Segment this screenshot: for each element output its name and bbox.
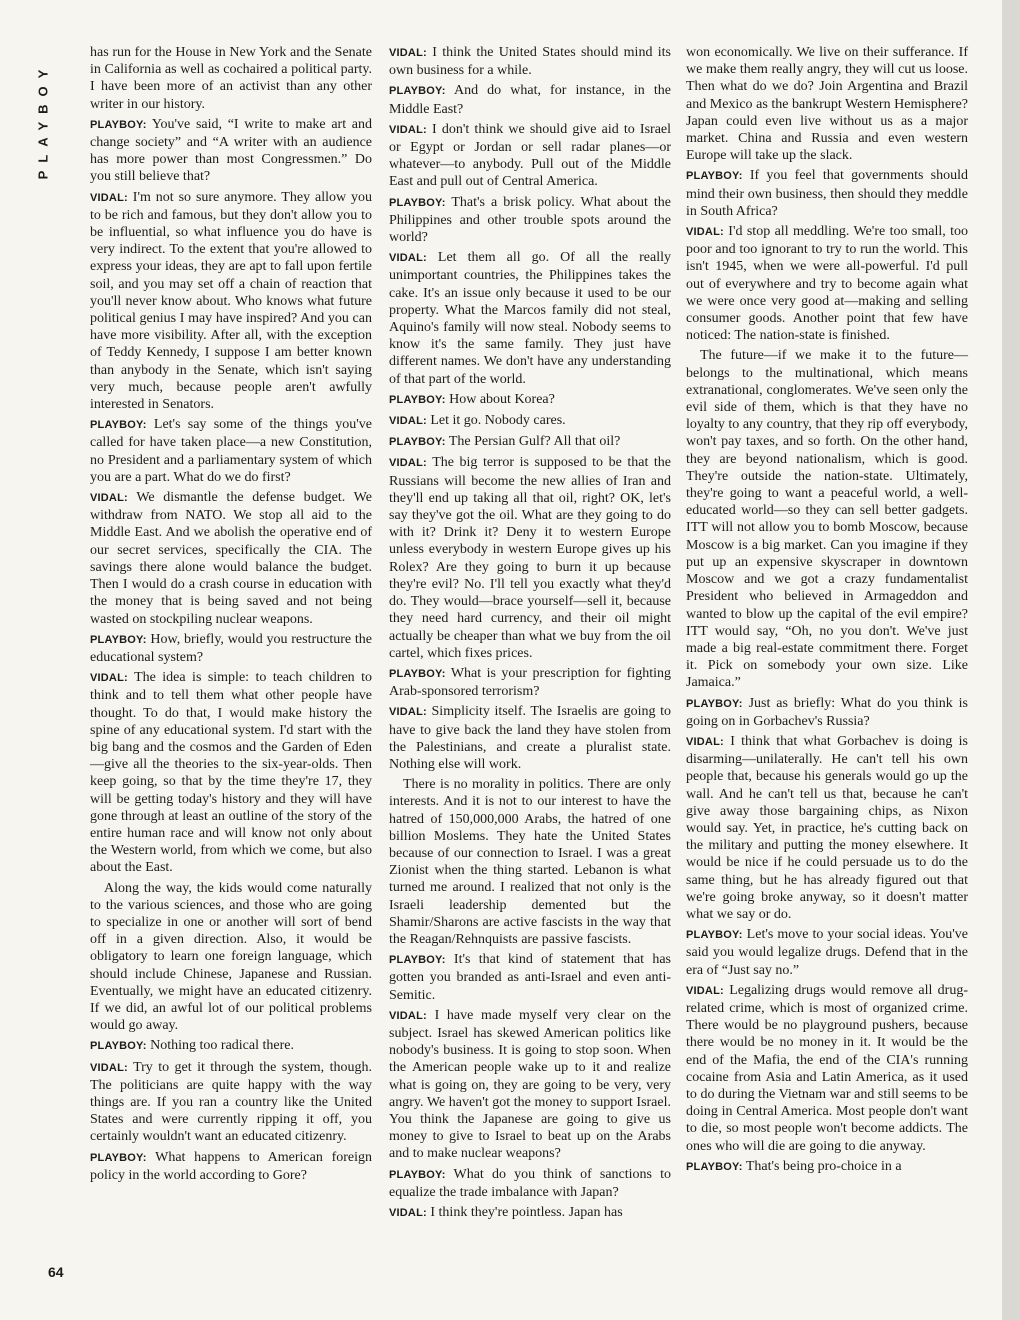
- paragraph-text: Let's move to your social ideas. You've said you would legalize drugs. Defend that in the era of “Just say no.”: [686, 927, 969, 978]
- paragraph: [389, 391, 671, 409]
- paragraph: [686, 347, 968, 691]
- paragraph-text: I think they're pointless. Japan has: [430, 1205, 623, 1220]
- speaker-label: PLAYBOY:: [90, 1151, 147, 1164]
- paragraph: [389, 951, 671, 1004]
- page-number: 64: [48, 1264, 64, 1280]
- speaker-label: PLAYBOY:: [90, 633, 147, 646]
- paragraph-text: There is no morality in politics. There are only interests. And it is not to our interest to have the hatred of 150,000,000 Arabs, the hatred of one billion Moslems. They hate the United States because of our connection to Israel. I was a great Zionist when the thing started. Lebanon is what turned me around. I realized that not only is the Israeli leadership demented but the Shamir/Sharons are active fascists in the way that the Reagan/Rehnquists are passive fascists.: [389, 777, 671, 947]
- speaker-label: VIDAL:: [686, 735, 724, 748]
- speaker-label: VIDAL:: [389, 252, 427, 265]
- paragraph: [90, 631, 372, 666]
- paragraph: [389, 1166, 671, 1201]
- column-2: [389, 44, 671, 1225]
- paragraph: [686, 223, 968, 344]
- masthead-text: PLAYBOY: [35, 61, 51, 179]
- paragraph-text: Let them all go. Of all the really unimportant countries, the Philippines takes the cake. It's an issue only because it used to be our property. What the Marcos family did not steal, Aquino's family will now steal. Nobody seems to know it's the same family. They just have different names. We don't have any understanding of that part of the world.: [389, 250, 671, 387]
- speaker-label: VIDAL:: [389, 457, 427, 470]
- paragraph-text: I think that what Gorbachev is doing is disarming—unilaterally. He can't tell his own people that, because his generals would go up the wall. And he can't tell us that, because he can't give away those bargaining chips, as Nixon would say. Yet, in practice, he's cutting back on the military and putting the money elsewhere. It would be nice if he could persuade us to do the same thing, but he has already figured out that we're going broke anyway, so it doesn't matter what we say or do.: [686, 733, 968, 922]
- speaker-label: PLAYBOY:: [389, 954, 446, 967]
- paragraph-text: Simplicity itself. The Israelis are going to have to give back the land they have stolen from the Palestinians, and create a pluralist state. Nothing else will work.: [389, 704, 671, 772]
- paragraph: [90, 416, 372, 486]
- speaker-label: VIDAL:: [389, 415, 427, 428]
- paragraph-text: Nothing too radical there.: [150, 1038, 294, 1054]
- paragraph-text: If you feel that governments should mind their own business, then should they meddle in South Africa?: [686, 168, 969, 219]
- speaker-label: PLAYBOY:: [389, 85, 446, 98]
- speaker-label: PLAYBOY:: [389, 667, 446, 680]
- speaker-label: VIDAL:: [90, 672, 128, 685]
- paragraph-text: That's a brisk policy. What about the Philippines and other trouble spots around the world?: [389, 194, 672, 246]
- paragraph: [389, 194, 671, 247]
- speaker-label: PLAYBOY:: [686, 697, 743, 710]
- speaker-label: VIDAL:: [686, 984, 724, 997]
- paragraph-text: The big terror is supposed to be that the Russians will become the new allies of Iran and they'll end up taking all that oil, right? OK, let's say they've got the oil. What are they going to do with it? Drink it? Deny it to western Europe unless everybody in western Europe gives up his Rolex? Are they going to burn it up because they're evil? No. I'll tell you exactly what they'd do. They would—brace yourself—sell it, because they need hard currency, and their oil might actually be cheaper than what we buy from the oil cartel, which fixes prices.: [389, 455, 671, 661]
- paragraph: [389, 703, 671, 773]
- paragraph-text: won economically. We live on their sufferance. If we make them really angry, they will cut us loose. Then what do we do? Join Argentina and Brazil and Mexico as the bankrupt Western Hemisphere? Japan could even live without us as a major market. China and Russia and even western Europe will take up the slack.: [686, 45, 968, 164]
- page-edge: [1002, 0, 1020, 1320]
- paragraph-text: The future—if we make it to the future—belongs to the multinational, which means extranational, conglomerates. We've seen only the evil side of them, which is that they have no loyalty to any country, that they rip off everybody, won't pay taxes, and so forth. On the other hand, they are beyond nationalism, which is good. They're outside the nation-state. Ultimately, they're going to want a peaceful world, a well-educated world—so they can sell better gadgets. ITT will not allow you to bomb Moscow, because Moscow is a big market. Can you imagine if they put up an expensive skyscraper in downtown Moscow and we got a crazy fundamentalist President who believed in Armageddon and wanted to blow up the capital of the evil empire? ITT would say, “Oh, no you don't. We've just made a big real-estate commitment there. Forget it. Pick on somebody your own size. Like Jamaica.”: [686, 348, 968, 691]
- paragraph-text: We dismantle the defense budget. We withdraw from NATO. We stop all aid to the Middle East. And we abolish the operative end of our secret services, specifically the CIA. The savings there alone would balance the budget. Then I would do a crash course in education with the money that is being saved and not being wasted on stockpiling nuclear weapons.: [90, 490, 372, 627]
- paragraph: [389, 776, 671, 948]
- paragraph: [389, 82, 671, 117]
- paragraph-text: I have made myself very clear on the subject. Israel has skewed American politics like nobody's business. It is going to stop soon. When the American people wake up to it and realize what is going on, they are going to be very, very angry. We haven't got the money to support Israel. You think the Japanese are going to give us money to give to Israel to beat up on the Arabs and to make nuclear weapons?: [389, 1007, 672, 1162]
- paragraph: [686, 733, 968, 923]
- speaker-label: PLAYBOY:: [389, 436, 446, 449]
- paragraph: [90, 1149, 372, 1184]
- column-1: [90, 44, 372, 1187]
- paragraph: [389, 1204, 671, 1222]
- paragraph: [686, 926, 968, 979]
- paragraph: [90, 880, 372, 1035]
- paragraph: [686, 167, 968, 220]
- speaker-label: VIDAL:: [90, 492, 128, 505]
- speaker-label: PLAYBOY:: [686, 170, 743, 183]
- paragraph-text: And do what, for instance, in the Middle East?: [389, 83, 671, 117]
- paragraph: [90, 669, 372, 876]
- speaker-label: VIDAL:: [90, 1061, 128, 1074]
- paragraph-text: What happens to American foreign policy in the world according to Gore?: [90, 1149, 373, 1183]
- paragraph-text: How about Korea?: [449, 391, 555, 407]
- paragraph: [686, 695, 968, 730]
- paragraph-text: I don't think we should give aid to Israel or Egypt or Jordan or sell radar planes—or whatever—to anybody. Pull out of the Middle East and pull out of Central America.: [389, 121, 672, 190]
- paragraph-text: How, briefly, would you restructure the educational system?: [90, 631, 372, 665]
- paragraph: [90, 1037, 372, 1055]
- paragraph-text: The idea is simple: to teach children to think and to tell them what other people have thought. To do that, I would make history the spine of any educational system. I'd start with the big bang and the cosmos and the Garden of Eden—give all the theories to the six-year-olds. Then keep going, so that by the time they're 17, they will be getting today's history and they will have gone through at least an outline of the story of the entire human race and will know not only about the Western world, from which we come, but also about the East.: [90, 670, 373, 876]
- speaker-label: PLAYBOY:: [90, 1040, 147, 1053]
- paragraph-text: Along the way, the kids would come naturally to the various sciences, and those who are going to specialize in one or another will sort of bend off in a given direction. Also, it would be obligatory to learn one foreign language, which should include Chinese, Japanese and Russian. Eventually, we might have an educated citizenry. If we did, an awful lot of our political problems would go away.: [90, 880, 372, 1034]
- paragraph-text: Try to get it through the system, though. The politicians are quite happy with the way things are. If you ran a country like the United States and were currently ripping it off, you certainly wouldn't want an educated citizenry.: [90, 1059, 372, 1145]
- speaker-label: VIDAL:: [389, 1009, 427, 1022]
- speaker-label: VIDAL:: [389, 1207, 427, 1219]
- paragraph-text: You've said, “I write to make art and change society” and “A writer with an audience has more power than most Congressmen.” Do you still believe that?: [90, 116, 373, 185]
- speaker-label: VIDAL:: [389, 706, 427, 719]
- paragraph-text: What do you think of sanctions to equalize the trade imbalance with Japan?: [389, 1166, 671, 1200]
- speaker-label: PLAYBOY:: [90, 118, 147, 131]
- paragraph: [686, 1158, 968, 1176]
- masthead: [31, 40, 55, 200]
- paragraph: [90, 116, 372, 186]
- speaker-label: VIDAL:: [90, 191, 128, 204]
- speaker-label: PLAYBOY:: [686, 1160, 743, 1173]
- paragraph-text: has run for the House in New York and the Senate in California as well as cochaired a political party. I have been more of an activist than any other writer in our history.: [90, 45, 372, 112]
- paragraph: [389, 249, 671, 388]
- speaker-label: VIDAL:: [389, 123, 427, 136]
- paragraph: [389, 454, 671, 661]
- paragraph-text: Legalizing drugs would remove all drug-related crime, which is most of organized crime. There would be no playground pushers, because there would be no money in it. It would be the end of the Mafia, the end of the CIA's running cocaine from Asia and Latin America, as it used to do during the Vietnam war and still seems to be doing in Central America. Most people don't want to die, so most people won't become addicts. The ones who will die are going to die anyway.: [686, 982, 968, 1154]
- paragraph-text: I'd stop all meddling. We're too small, too poor and too ignorant to try to run the world. This isn't 1945, when we were all-powerful. I'd pull out of everywhere and try to become again what we were once very good at—making and selling consumer goods. Another point that few have noticed: The nation-state is finished.: [686, 224, 969, 344]
- paragraph: [90, 189, 372, 414]
- paragraph-text: It's that kind of statement that has gotten you branded as anti-Israel and even anti-Semitic.: [389, 952, 672, 1003]
- speaker-label: VIDAL:: [389, 47, 427, 59]
- speaker-label: PLAYBOY:: [389, 196, 446, 209]
- paragraph-text: What is your prescription for fighting Arab-sponsored terrorism?: [389, 665, 672, 700]
- speaker-label: PLAYBOY:: [686, 929, 743, 942]
- paragraph: [90, 489, 372, 628]
- paragraph: [389, 1007, 671, 1163]
- paragraph-text: Let it go. Nobody cares.: [430, 413, 566, 429]
- paragraph-text: That's being pro-choice in a: [745, 1158, 902, 1174]
- paragraph: [389, 665, 671, 700]
- paragraph: [389, 433, 671, 451]
- paragraph-text: I'm not so sure anymore. They allow you to be rich and famous, but they don't allow you to be influential, so what influence you do have is very indirect. To the extent that you're allowed to express your ideas, they are apt to fall upon fertile soil, and you may set off a chain of reaction that you'll never know about. Who knows what future political genius I may have inspired? And you can have more visibility. After all, with the exception of Teddy Kennedy, I suppose I am better known than anybody in the Senate, which isn't saying very much, because people aren't awfully interested in Senators.: [90, 189, 372, 413]
- column-3: [686, 44, 968, 1179]
- paragraph: [389, 44, 671, 79]
- paragraph-text: Just as briefly: What do you think is going on in Gorbachev's Russia?: [686, 695, 969, 729]
- paragraph: [389, 121, 671, 191]
- paragraph-text: I think the United States should mind its own business for a while.: [389, 45, 672, 79]
- paragraph: [686, 982, 968, 1155]
- paragraph: [90, 1059, 372, 1146]
- paragraph: [389, 412, 671, 430]
- paragraph-text: Let's say some of the things you've called for have taken place—a new Constitution, no President and a parliamentary system of which you are a part. What do we do first?: [90, 417, 373, 485]
- paragraph: [90, 44, 372, 113]
- paragraph-text: The Persian Gulf? All that oil?: [448, 434, 621, 450]
- paragraph: [686, 44, 968, 164]
- speaker-label: PLAYBOY:: [389, 1168, 446, 1181]
- speaker-label: PLAYBOY:: [389, 393, 446, 406]
- speaker-label: PLAYBOY:: [90, 419, 147, 432]
- speaker-label: VIDAL:: [686, 226, 724, 239]
